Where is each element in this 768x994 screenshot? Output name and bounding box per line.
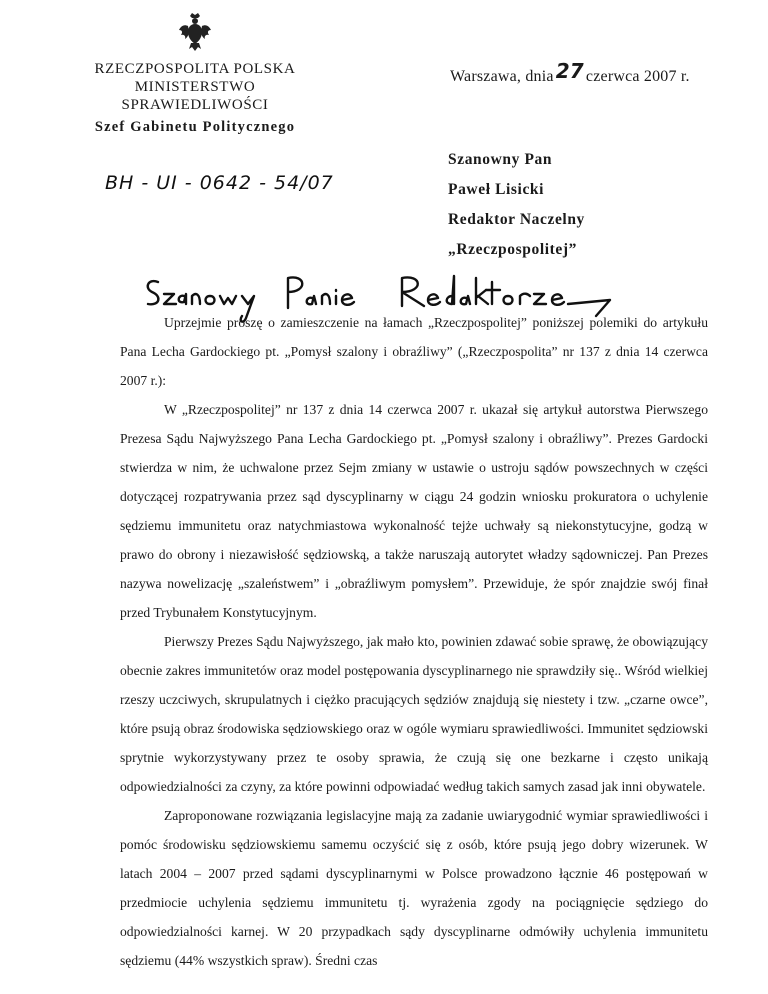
- date-line: [450, 59, 690, 86]
- addressee-name: Paweł Lisicki: [448, 181, 545, 198]
- addressee-salutation: Szanowny Pan: [448, 151, 553, 168]
- letterhead-ministry: MINISTERSTWO SPRAWIEDLIWOŚCI: [121, 79, 269, 113]
- polish-eagle-emblem-icon: [178, 12, 212, 52]
- date-rest: czerwca 2007 r.: [585, 68, 690, 85]
- addressee-block: [448, 145, 585, 265]
- body-paragraph-4: Zaproponowane rozwiązania legislacyjne mają za zadanie uwiarygodnić wymiar sprawiedliwości i pomóc środowisku sędziowskiemu samemu oczyścić się z osób, które psują jego dobry wizerunek. W latach 2004 – 2007 przed sądami dyscyplinarnymi w Polsce prowadzono łącznie 46 postępowań w przedmiocie uchylenia sędziemu immunitetu tj. wyrażenia zgody na pociągnięcie sędziego do odpowiedzialności karnej. W 20 przypadkach sądy dyscyplinarne odmówiły uchylenia immunitetu sędziemu (44% wszystkich spraw). Średni czas: [120, 808, 708, 968]
- addressee-newspaper: „Rzeczpospolitej”: [448, 241, 578, 258]
- letterhead-office: Szef Gabinetu Politycznego: [94, 119, 296, 135]
- reference-number-handwritten: BH - UI - 0642 - 54/07: [105, 172, 334, 194]
- letter-body: [120, 308, 708, 975]
- letterhead: [60, 60, 330, 136]
- body-paragraph-1: Uprzejmie proszę o zamieszczenie na łamach „Rzeczpospolitej” poniższej polemiki do artykułu Pana Lecha Gardockiego pt. „Pomysł szalony i obraźliwy” („Rzeczpospolita” nr 137 z dnia 14 czerwca 2007 r.):: [120, 315, 708, 388]
- addressee-title: Redaktor Naczelny: [448, 211, 585, 228]
- date-day-handwritten: 27: [555, 59, 584, 83]
- body-paragraph-3: Pierwszy Prezes Sądu Najwyższego, jak mało kto, powinien zdawać sobie sprawę, że obowiązujący obecnie zakres immunitetów oraz model postępowania dyscyplinarnego nie sprawdziły się.. Wśród wielkiej rzeszy uczciwych, skrupulatnych i ciężko pracujących sędziów znajdują się niestety i tzw. „czarne owce”, które psują obraz środowiska sędziowskiego oraz w ogóle wymiaru sprawiedliwości. Immunitet sędziowski sprytnie wykorzystywany przez te osoby sprawia, że czują się one bezkarne i często unikają odpowiedzialności za czyny, za które powinni odpowiadać według takich samych zasad jak inni obywatele.: [120, 634, 708, 794]
- letterhead-country: RZECZPOSPOLITA POLSKA: [94, 61, 296, 77]
- body-paragraph-2: W „Rzeczpospolitej” nr 137 z dnia 14 czerwca 2007 r. ukazał się artykuł autorstwa Pierwszego Prezesa Sądu Najwyższego Pana Lecha Gardockiego pt. „Pomysł szalony i obraźliwy”. Prezes Gardocki stwierdza w nim, że uchwalone przez Sejm zmiany w ustawie o ustroju sądów powszechnych w części dotyczącej rozpatrywania przez sąd dyscyplinarny w ciągu 24 godzin wniosku prokuratora o uchylenie sędziemu immunitetu oraz natychmiastowa wykonalność tejże uchwały są niekonstytucyjne, godzą w prawo do obrony i niezawisłość sędziowską, a także naruszają autorytet władzy sądowniczej. Pan Prezes nazywa nowelizację „szaleństwem” i „obraźliwym pomysłem”. Przewiduje, że spór znajdzie swój finał przed Trybunałem Konstytucyjnym.: [120, 402, 708, 620]
- date-place: Warszawa, dnia: [450, 68, 554, 85]
